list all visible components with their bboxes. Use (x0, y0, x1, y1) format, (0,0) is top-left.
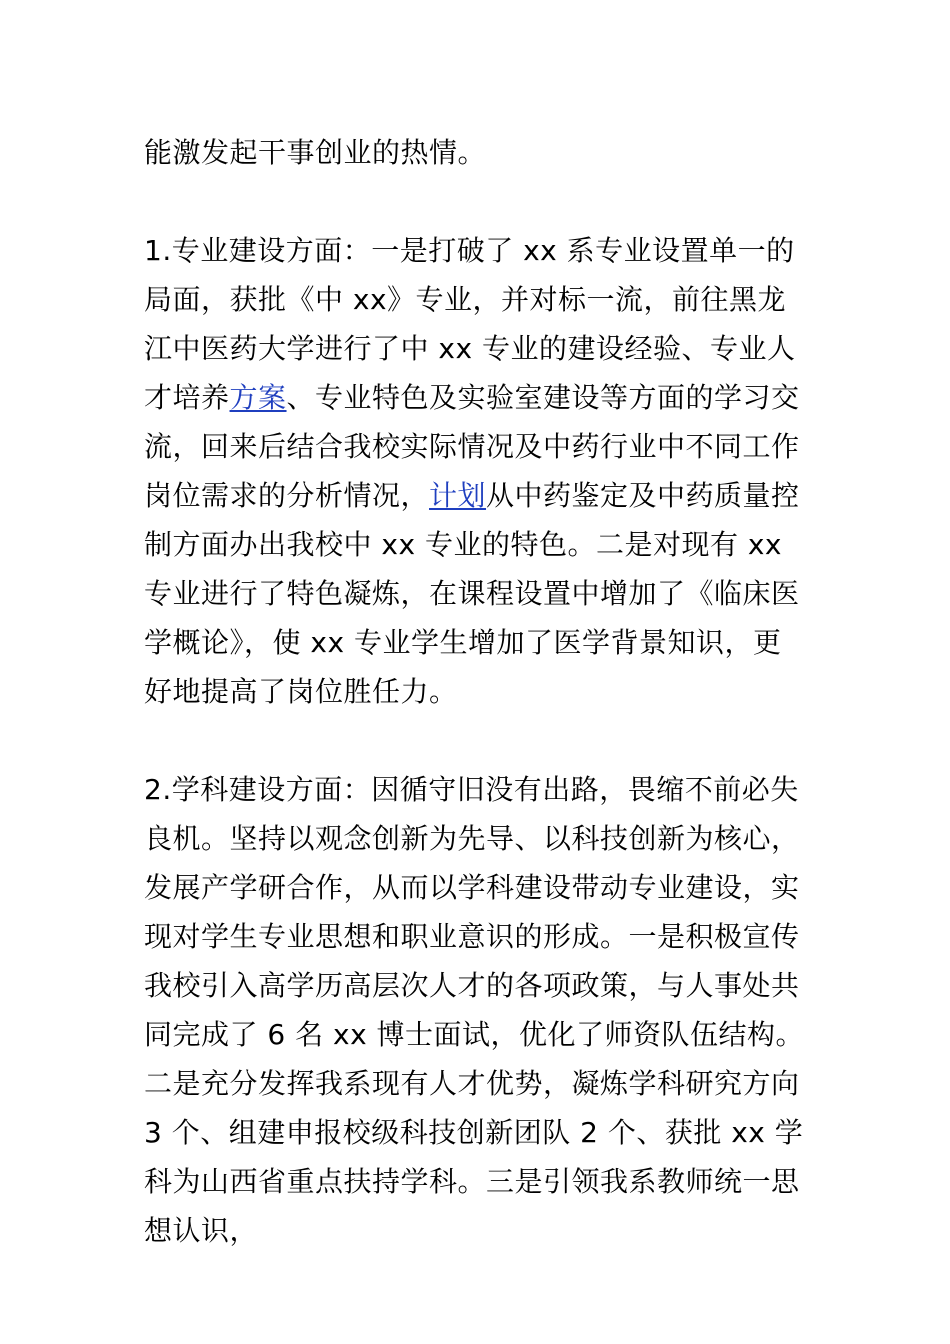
link-plan[interactable]: 计划 (429, 479, 487, 512)
paragraph-text: 1.专业建设方面：一是打破了 xx 系专业设置单一的局面，获批《中 xx》专业，并对标一流，前往黑龙江中医药大学进行了中 xx 专业的建设经验、专业人才培养 (144, 234, 796, 414)
paragraph-gap (144, 177, 808, 226)
paragraph-major-construction (144, 226, 808, 716)
paragraph-discipline-construction: 2.学科建设方面：因循守旧没有出路，畏缩不前必失良机。坚持以观念创新为先导、以科技创新为核心，发展产学研合作，从而以学科建设带动专业建设，实现对学生专业思想和职业意识的形成。一是积极宣传我校引入高学历高层次人才的各项政策，与人事处共同完成了 6 名 xx 博士面试，优化了师资队伍结构。二是充分发挥我系现有人才优势，凝炼学科研究方向 3 个、组建申报校级科技创新团队 2 个、获批 xx 学科为山西省重点扶持学科。三是引领我系教师统一思想认识， (144, 773, 805, 1247)
document-body (144, 128, 808, 1255)
paragraph-gap (144, 716, 808, 765)
paragraph-intro: 能激发起干事创业的热情。 (144, 136, 487, 169)
paragraph-text: 、专业特色及实验室建设等方面的学习交流，回来后结合我校实际情况及中药行业中不同工作岗位需求的分析情况， (144, 381, 800, 512)
paragraph-text: 从中药鉴定及中药质量控制方面办出我校中 xx 专业的特色。二是对现有 xx 专业进行了特色凝炼，在课程设置中增加了《临床医学概论》，使 xx 专业学生增加了医学背景知识，更好地提高了岗位胜任力。 (144, 479, 800, 708)
link-plan-scheme[interactable]: 方案 (229, 381, 287, 414)
